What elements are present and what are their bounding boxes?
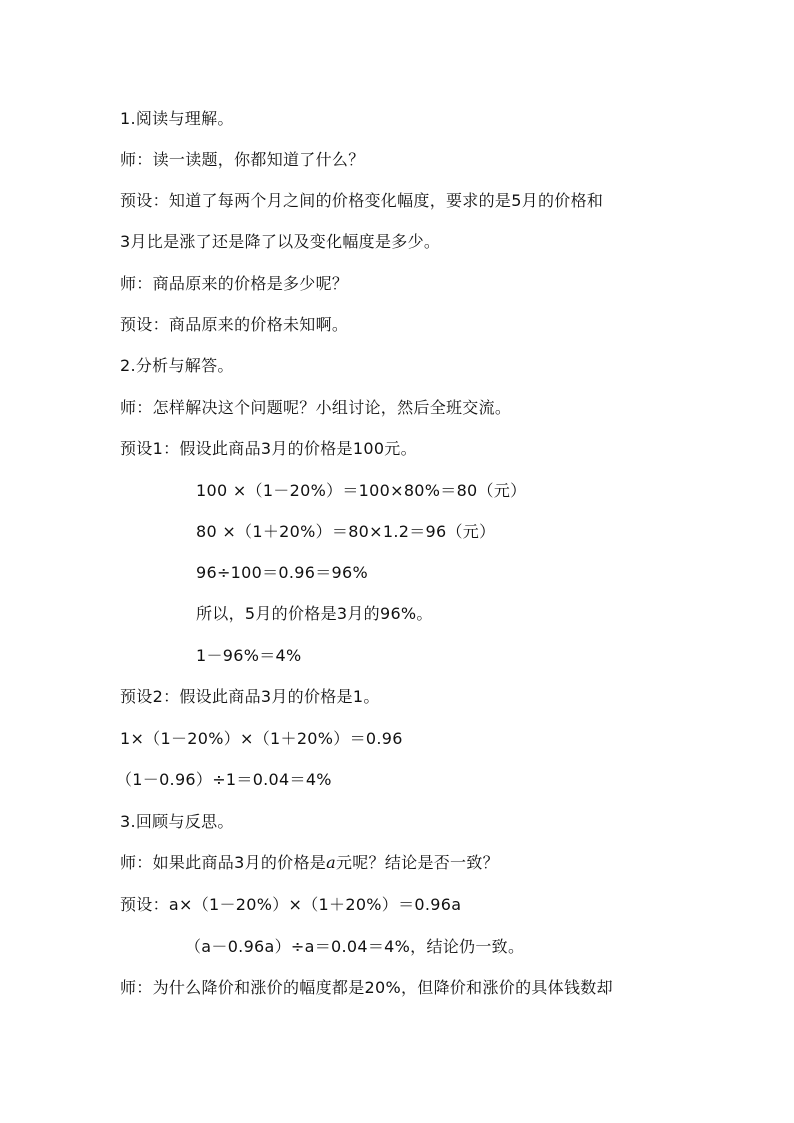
- preset-answer: 预设：知道了每两个月之间的价格变化幅度，要求的是5月的价格和: [120, 191, 604, 210]
- teacher-question-variable: [120, 852, 499, 874]
- variable-a: a: [326, 853, 336, 872]
- teacher-question: 师：怎样解决这个问题呢？小组讨论，然后全班交流。: [120, 398, 512, 417]
- equation-line: （1－0.96）÷1＝0.04＝4%: [116, 770, 332, 789]
- teacher-question: 师：为什么降价和涨价的幅度都是20%，但降价和涨价的具体钱数却: [120, 978, 613, 997]
- question-text-start: 师：如果此商品3月的价格是: [120, 853, 327, 872]
- preset-answer-equation: 预设：a×（1－20%）×（1＋20%）＝0.96a: [120, 895, 462, 914]
- preset-answer: 预设：商品原来的价格未知啊。: [120, 315, 349, 334]
- conclusion-line: 所以，5月的价格是3月的96%。: [196, 604, 433, 623]
- equation-line: 1－96%＝4%: [196, 646, 302, 665]
- question-text-end: 元呢？结论是否一致？: [335, 853, 499, 872]
- section-heading-analysis: 2.分析与解答。: [120, 356, 234, 375]
- section-heading-review: 3.回顾与反思。: [120, 812, 234, 831]
- equation-line: 100 ×（1－20%）＝100×80%＝80（元）: [196, 481, 527, 500]
- equation-conclusion-line: （a－0.96a）÷a＝0.04＝4%，结论仍一致。: [185, 937, 525, 956]
- equation-line: 1×（1－20%）×（1＋20%）＝0.96: [120, 729, 403, 748]
- preset-answer-continued: 3月比是涨了还是降了以及变化幅度是多少。: [120, 232, 441, 251]
- preset-1-heading: 预设1：假设此商品3月的价格是100元。: [120, 439, 417, 458]
- teacher-question: 师：商品原来的价格是多少呢？: [120, 274, 349, 293]
- preset-2-heading: 预设2：假设此商品3月的价格是1。: [120, 687, 380, 706]
- equation-line: 80 ×（1＋20%）＝80×1.2＝96（元）: [196, 522, 496, 541]
- equation-line: 96÷100＝0.96＝96%: [196, 563, 368, 582]
- section-heading-reading: 1.阅读与理解。: [120, 109, 234, 128]
- teacher-question: 师：读一读题，你都知道了什么？: [120, 150, 365, 169]
